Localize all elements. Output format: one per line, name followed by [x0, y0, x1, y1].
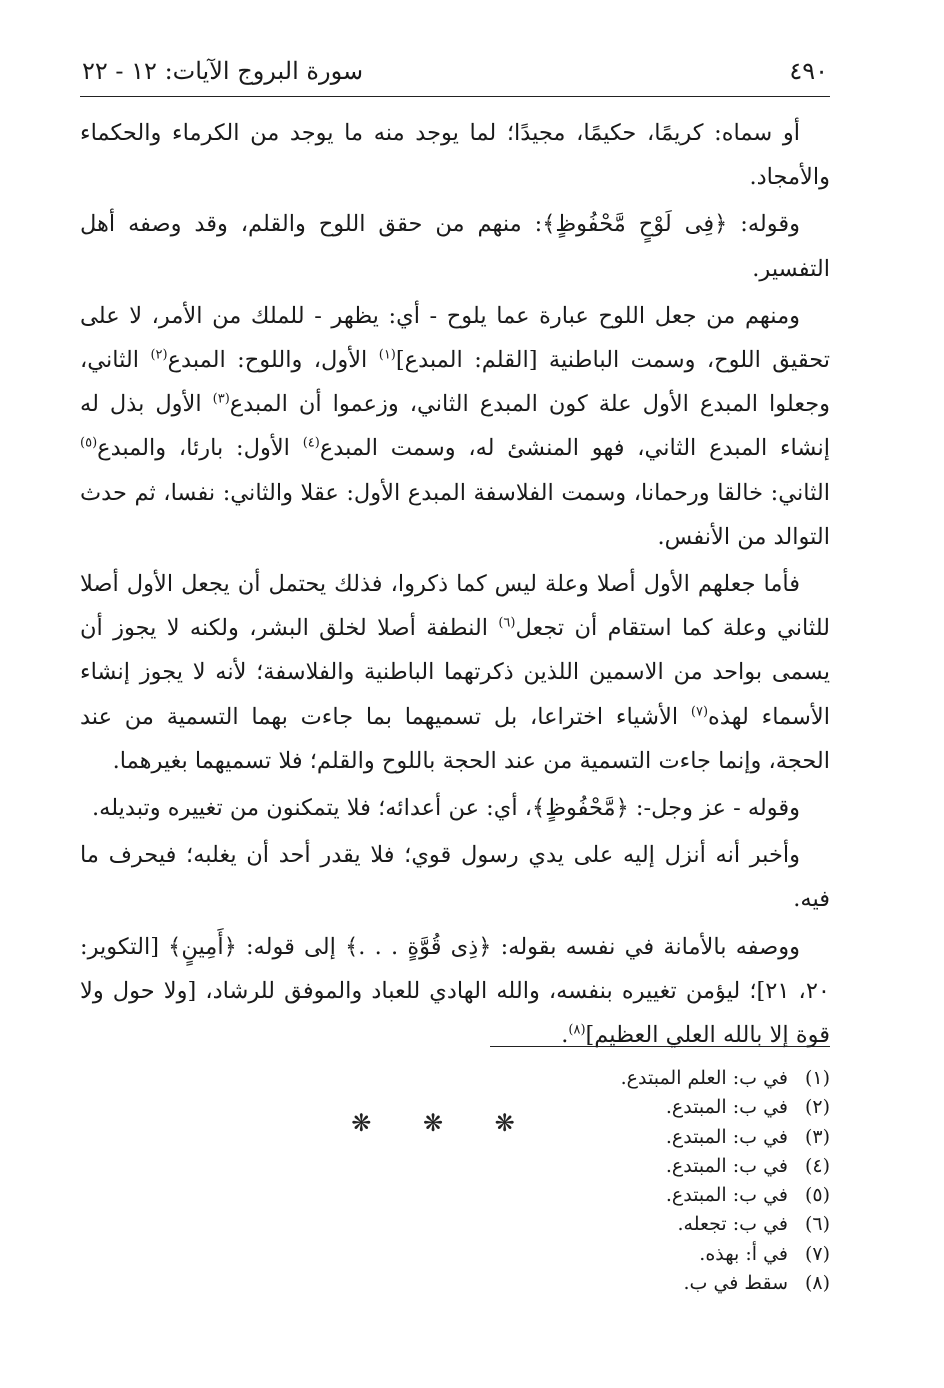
footnote-item — [430, 1240, 830, 1269]
footnote-text: في أ: بهذه. — [699, 1242, 788, 1265]
text-segment: ووصفه بالأمانة في نفسه بقوله: ﴿ذِى قُوَّةٍ . . .﴾ إلى قوله: ﴿أَمِينٍ﴾ [التكوير: ٢٠، ٢١]؛ ليؤمن تغييره بنفسه، والله الهادي للعباد والموفق للرشاد، [ولا حول ولا قوة إلا بالله العلي العظيم] — [80, 933, 830, 1049]
text-segment: الثاني، وجعلوا المبدع الأول علة كون المبدع الثاني، وزعموا أن المبدع — [80, 347, 830, 418]
footnote-ref-6: (٦) — [498, 615, 516, 631]
footnote-ref-1: (١) — [378, 347, 396, 363]
footnote-number: (٤) — [804, 1154, 830, 1177]
page-header — [80, 52, 830, 97]
footnote-item — [430, 1064, 830, 1093]
paragraph-1: أو سماه: كريمًا، حكيمًا، مجيدًا؛ لما يوجد منه ما يوجد من الكرماء والحكماء والأمجاد. — [80, 120, 830, 191]
main-text — [80, 111, 830, 1057]
paragraph-4 — [80, 562, 830, 783]
section-separator: ❋ ❋ ❋ — [351, 1109, 537, 1138]
paragraph-7 — [80, 925, 830, 1058]
paragraph-5: وقوله - عز وجل-: ﴿مَّحْفُوظٍ﴾، أي: عن أعدائه؛ فلا يتمكنون من تغييره وتبديله. — [92, 795, 800, 822]
paragraph-2: وقوله: ﴿فِى لَوْحٍ مَّحْفُوظٍ﴾: منهم من حقق اللوح والقلم، وقد وصفه أهل التفسير. — [80, 211, 830, 282]
footnote-number: (١) — [804, 1067, 830, 1089]
footnote-item — [430, 1152, 830, 1181]
text-segment: ومنهم من جعل اللوح عبارة عما يلوح - أي: يظهر - للملك من الأمر، لا على تحقيق اللوح، وسمت الباطنية [القلم: المبدع] — [80, 302, 830, 374]
text-segment: فأما جعلهم الأول أصلا وعلة ليس كما ذكروا، فذلك يحتمل أن يجعل الأول أصلا للثاني وعلة كما استقام أن تجعل — [80, 571, 830, 642]
footnote-ref-5: (٥) — [80, 435, 98, 451]
text-segment: الأشياء اختراعا، بل تسميهما بما جاءت بهما التسمية من عند الحجة، وإنما جاءت التسمية من عند الحجة باللوح والقلم؛ فلا تسميهما بغيرهما. — [80, 703, 830, 774]
footnote-item — [430, 1123, 830, 1152]
footnote-text: في ب: المبتدع. — [665, 1125, 788, 1148]
footnote-divider — [490, 1046, 830, 1047]
running-title: سورة البروج الآيات: ١٢ - ٢٢ — [82, 57, 364, 85]
page-number: ٤٩٠ — [789, 57, 828, 85]
paragraph-3 — [80, 294, 830, 559]
footnote-ref-4: (٤) — [302, 435, 320, 451]
footnote-item — [430, 1181, 830, 1210]
footnote-number: (٥) — [804, 1184, 830, 1207]
footnote-ref-7: (٧) — [690, 704, 709, 720]
text-segment: الأول بذل له إنشاء المبدع الثاني، فهو المنشئ له، وسمت المبدع — [80, 391, 831, 462]
text-segment: الأول: بارئا، والمبدع — [97, 435, 303, 462]
footnote-item — [430, 1093, 830, 1122]
text-segment: الأول، واللوح: المبدع — [167, 347, 379, 374]
footnote-text: في ب: تجعله. — [677, 1213, 788, 1236]
footnote-text: في ب: المبتدع. — [665, 1154, 788, 1177]
footnote-number: (٦) — [804, 1213, 830, 1236]
text-segment: النطفة أصلا لخلق البشر، ولكنه لا يجوز أن يسمى بواحد من الاسمين اللذين ذكرتهما الباطنية والفلاسفة؛ لأنه لا يجوز إنشاء الأسماء لهذه — [80, 615, 830, 730]
text-segment: الثاني: خالقا ورحمانا، وسمت الفلاسفة المبدع الأول: عقلا والثاني: نفسا، ثم حدث التوالد من الأنفس. — [80, 479, 830, 550]
book-page — [80, 52, 831, 1295]
footnote-number: (٨) — [804, 1272, 830, 1295]
footnotes-list — [430, 1064, 830, 1298]
footnote-text: في ب: المبتدع. — [665, 1096, 788, 1119]
footnote-number: (٣) — [804, 1125, 830, 1148]
footnote-item — [430, 1269, 830, 1298]
footnote-number: (٢) — [804, 1096, 830, 1119]
paragraph-6: وأخبر أنه أنزل إليه على يدي رسول قوي؛ فلا يقدر أحد أن يغلبه؛ فيحرف ما فيه. — [80, 842, 830, 913]
text-segment: . — [561, 1022, 569, 1049]
footnote-ref-2: (٢) — [150, 347, 168, 363]
footnote-item — [430, 1210, 830, 1239]
footnote-ref-3: (٣) — [212, 391, 230, 407]
footnote-text: سقط في ب. — [683, 1272, 788, 1295]
footnote-number: (٧) — [804, 1242, 830, 1265]
footnote-text: في ب: المبتدع. — [665, 1184, 788, 1207]
footnote-text: في ب: العلم المبتدع. — [620, 1067, 788, 1089]
footnote-ref-8: (٨) — [568, 1022, 586, 1038]
